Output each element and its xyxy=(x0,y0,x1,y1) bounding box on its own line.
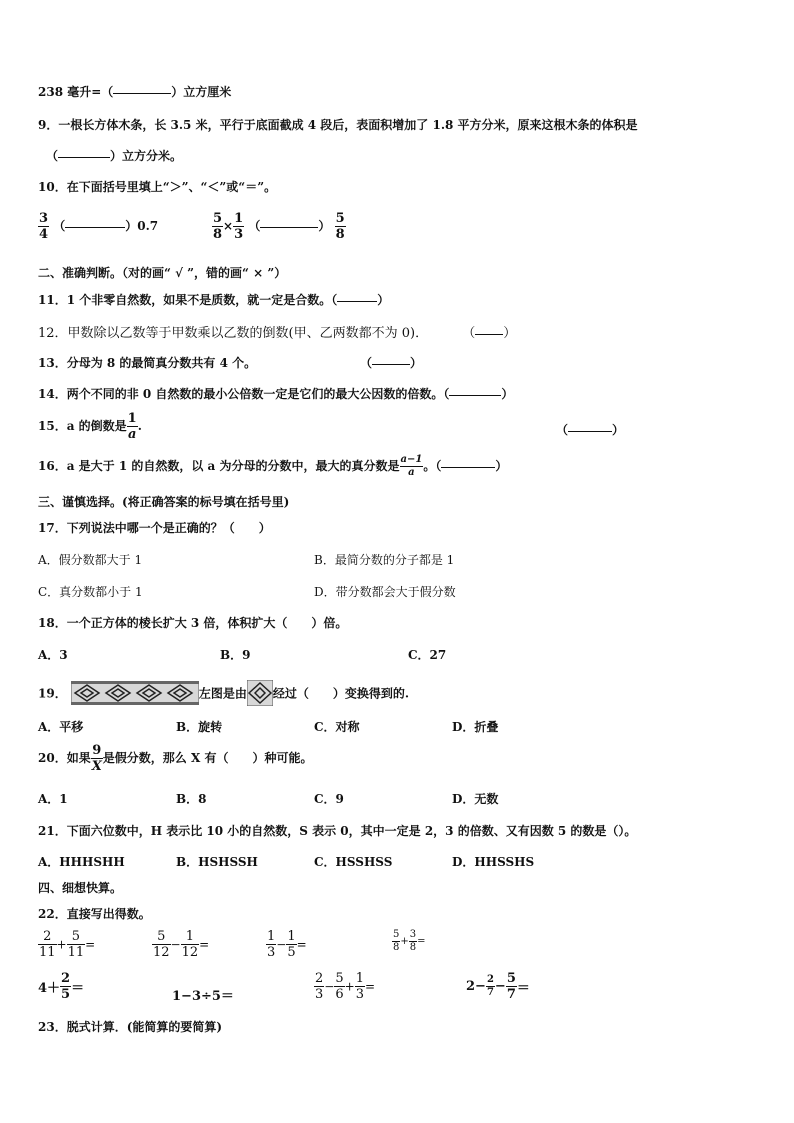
calc-item: $\frac{5}{8}$ + $\frac{3}{8}$ = xyxy=(393,929,426,953)
option-c[interactable]: C．27 xyxy=(408,648,447,662)
answer-blank[interactable] xyxy=(475,333,503,335)
fraction: $\frac{1}{3}$ xyxy=(355,971,364,1002)
fraction: $\frac{3}{8}$ xyxy=(409,929,417,953)
calc-item: 4＋ $\frac{2}{5}$ ＝ xyxy=(38,971,85,1002)
section-3-title: 三、谨慎选择。(将正确答案的标号填在括号里) xyxy=(38,495,290,509)
fraction: $\frac{1}{3}$ xyxy=(267,929,276,960)
option-a[interactable]: A．1 xyxy=(38,792,68,806)
question-13-answer: （ ） xyxy=(360,356,423,370)
answer-blank[interactable] xyxy=(58,156,110,158)
fraction: $\frac{5}{7}$ xyxy=(506,971,516,1002)
section-4-title: 四、细想快算。 xyxy=(38,881,123,895)
fraction: $\frac{5}{12}$ xyxy=(153,929,170,960)
fraction: $\frac{1}{5}$ xyxy=(287,929,296,960)
fraction: $\frac{1}{12}$ xyxy=(181,929,199,960)
option-a[interactable]: A．HHHSHH xyxy=(38,855,125,869)
answer-blank[interactable] xyxy=(568,430,612,432)
question-21: 21．下面六位数中，H 表示比 10 小的自然数，S 表示 0，其中一定是 2，3 的倍数、又有因数 5 的数是（）。 xyxy=(38,824,637,838)
calc-item: 1−3÷5＝ xyxy=(172,989,234,1004)
option-c[interactable]: C．HSSHSS xyxy=(314,855,393,869)
option-c[interactable]: C．真分数都小于 1 xyxy=(38,585,143,599)
fraction: $\frac{1}{a}$ xyxy=(127,411,137,442)
pattern-strip-image xyxy=(71,681,199,705)
option-c[interactable]: C．9 xyxy=(314,792,344,806)
question-13: 13．分母为 8 的最简真分数共有 4 个。 xyxy=(38,356,257,370)
answer-blank[interactable] xyxy=(113,92,171,94)
section-2-title: 二、准确判断。（对的画“ √ ”，错的画“ × ”） xyxy=(38,266,287,280)
fraction: $\frac{5}{11}$ xyxy=(67,929,85,960)
question-18: 18．一个正方体的棱长扩大 3 倍，体积扩大（ ）倍。 xyxy=(38,616,348,630)
answer-blank[interactable] xyxy=(441,466,495,468)
single-pattern-image xyxy=(247,680,273,706)
fraction: $\frac{a-1}{a}$ xyxy=(400,454,423,478)
answer-blank[interactable] xyxy=(372,363,410,365)
question-17: 17．下列说法中哪一个是正确的？（ ） xyxy=(38,521,271,535)
option-d[interactable]: D．无数 xyxy=(452,792,499,806)
question-12: 12．甲数除以乙数等于甲数乘以乙数的倒数(甲、乙两数都不为 0)． （ ） xyxy=(38,326,517,341)
question-11: 11．1 个非零自然数，如果不是质数，就一定是合数。（ ） xyxy=(38,293,390,307)
calc-item: 2− $\frac{2}{7}$ − $\frac{5}{7}$ ＝ xyxy=(466,971,530,1002)
answer-blank[interactable] xyxy=(65,226,125,228)
question-9-answer: （ ）立方分米。 xyxy=(46,149,183,163)
q8-tail: 238 毫升=（ ）立方厘米 xyxy=(38,85,232,99)
question-15: 15．a 的倒数是 $\frac{1}{a}$ . xyxy=(38,411,142,442)
answer-blank[interactable] xyxy=(449,394,501,396)
option-b[interactable]: B．最简分数的分子都是 1 xyxy=(314,553,455,567)
answer-blank[interactable] xyxy=(260,226,318,228)
option-b[interactable]: B．9 xyxy=(220,648,251,662)
fraction: $\frac{2}{3}$ xyxy=(315,971,324,1002)
fraction: $\frac{5}{8}$ xyxy=(213,211,223,242)
option-b[interactable]: B．HSHSSH xyxy=(176,855,258,869)
fraction: $\frac{5}{8}$ xyxy=(393,929,400,953)
question-16: 16．a 是大于 1 的自然数，以 a 为分母的分数中，最大的真分数是 $\frac{a-1}{a}$ 。（ ） xyxy=(38,454,508,478)
calc-item: $\frac{2}{11}$ + $\frac{5}{11}$ = xyxy=(39,929,96,960)
fraction: $\frac{5}{8}$ xyxy=(335,211,345,242)
fraction: $\frac{2}{5}$ xyxy=(61,971,71,1002)
option-d[interactable]: D．带分数都会大于假分数 xyxy=(314,585,456,599)
option-a[interactable]: A．3 xyxy=(38,648,68,662)
question-22: 22．直接写出得数。 xyxy=(38,907,151,921)
fraction: $\frac{1}{3}$ xyxy=(234,211,244,242)
calc-item: $\frac{5}{12}$ − $\frac{1}{12}$ = xyxy=(153,929,210,960)
fraction: $\frac{2}{7}$ xyxy=(486,974,494,998)
question-15-answer: （ ） xyxy=(556,423,625,437)
fraction: $\frac{2}{11}$ xyxy=(39,929,56,960)
answer-blank[interactable] xyxy=(337,300,377,302)
question-9: 9．一根长方体木条，长 3.5 米，平行于底面截成 4 段后，表面积增加了 1.8 平方分米，原来这根木条的体积是 xyxy=(38,118,638,132)
calc-item: $\frac{1}{3}$ − $\frac{1}{5}$ = xyxy=(267,929,307,960)
question-10: 10．在下面括号里填上“＞”、“＜”或“＝”。 xyxy=(38,180,277,194)
option-a[interactable]: A．平移 xyxy=(38,720,84,734)
question-20: 20．如果 $\frac{9}{X}$ 是假分数，那么 X 有（ ）种可能。 xyxy=(38,743,313,774)
option-d[interactable]: D．折叠 xyxy=(452,720,499,734)
fraction: $\frac{9}{X}$ xyxy=(91,743,102,774)
option-b[interactable]: B．旋转 xyxy=(176,720,223,734)
question-23: 23．脱式计算．(能简算的要简算) xyxy=(38,1020,223,1034)
calc-item: $\frac{2}{3}$ − $\frac{5}{6}$ + $\frac{1}{3}$ = xyxy=(315,971,376,1002)
q10-expr-1: $\frac{3}{4}$ （ ）0.7 xyxy=(39,211,159,242)
fraction: $\frac{3}{4}$ xyxy=(39,211,49,242)
option-d[interactable]: D．HHSSHS xyxy=(452,855,535,869)
question-19: 19． 左图是由 经过（ ）变换得到的. xyxy=(38,680,409,706)
option-c[interactable]: C．对称 xyxy=(314,720,360,734)
q10-expr-2: $\frac{5}{8}$ × $\frac{1}{3}$ （ ） $\frac{5}{8}$ xyxy=(213,211,345,242)
option-a[interactable]: A．假分数都大于 1 xyxy=(38,553,143,567)
question-14: 14．两个不同的非 0 自然数的最小公倍数一定是它们的最大公因数的倍数。（ ） xyxy=(38,387,514,401)
fraction: $\frac{5}{6}$ xyxy=(335,971,344,1002)
option-b[interactable]: B．8 xyxy=(176,792,207,806)
